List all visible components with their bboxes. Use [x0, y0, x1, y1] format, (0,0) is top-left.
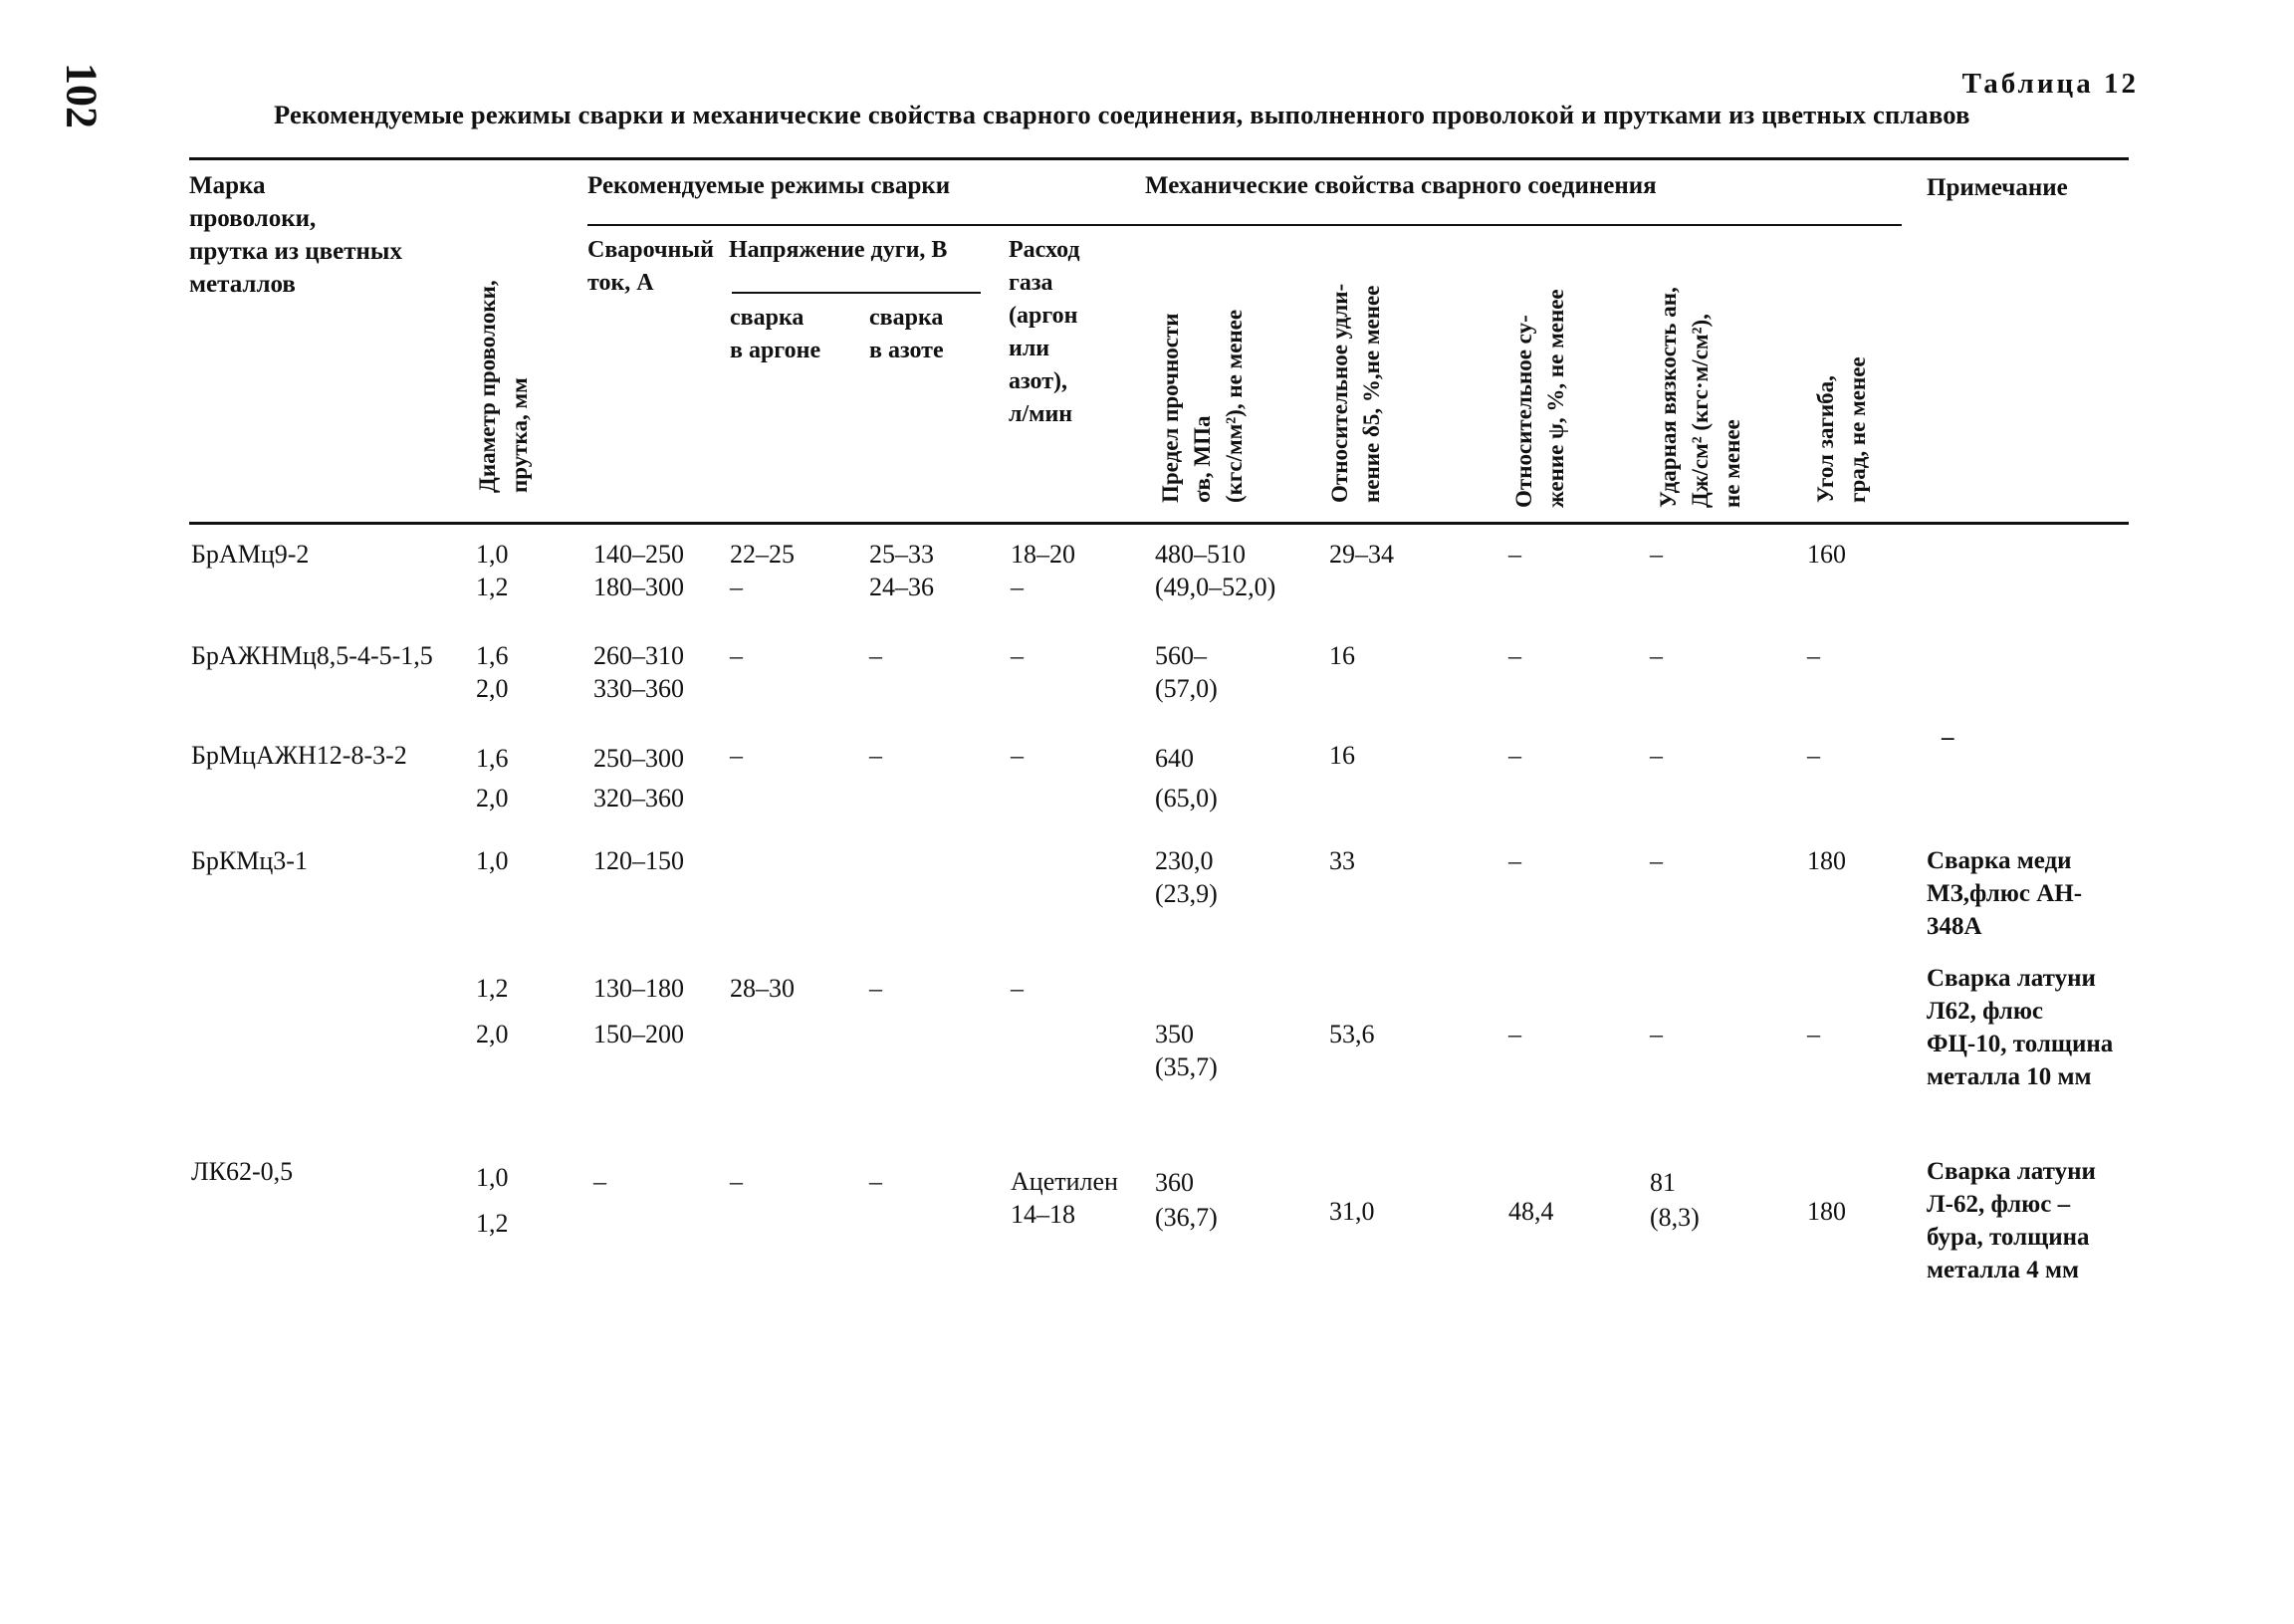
cell-line: 33: [1329, 846, 1355, 875]
cell-line: 320–360: [593, 784, 684, 812]
cell-line: Сварка меди: [1927, 847, 2072, 874]
cell-line: 348А: [1927, 913, 1982, 940]
cell-line: –: [869, 974, 882, 1003]
cell-str: [1155, 739, 1218, 818]
cell-el: [1329, 538, 1394, 571]
cell-line: (57,0): [1155, 674, 1218, 703]
cell-gas: [1011, 739, 1024, 772]
cell-line: 1,0: [476, 540, 509, 569]
cell-line: 180–300: [593, 573, 684, 601]
cell-line: –: [730, 741, 743, 770]
cell-gas: [1011, 1165, 1118, 1231]
table-label: Таблица 12: [1961, 68, 2139, 100]
cell-dia: [476, 844, 509, 877]
cell-line: –: [730, 573, 743, 601]
cell-mark: [191, 739, 407, 772]
cell-dia: [476, 739, 509, 818]
header-voltage: Напряжение дуги, В: [729, 237, 948, 263]
cell-line: 640: [1155, 744, 1194, 773]
cell-line: 180: [1807, 846, 1846, 875]
cell-line: 1,0: [476, 846, 509, 875]
cell-bend: [1807, 844, 1846, 877]
cell-cur: [593, 844, 684, 877]
cell-line: 180: [1807, 1197, 1846, 1226]
cell-line: 18–20: [1011, 540, 1075, 569]
cell-cur: [593, 972, 684, 1005]
cell-line: –: [730, 1167, 743, 1196]
cell-line: –: [730, 641, 743, 670]
cell-n2: [869, 1165, 882, 1198]
cell-mark: [191, 844, 308, 877]
voltage-rule: [732, 292, 981, 294]
cell-note: [1927, 962, 2113, 1093]
cell-line: металла 10 мм: [1927, 1063, 2092, 1090]
cell-dia: [476, 1018, 509, 1050]
cell-note: [1942, 721, 1954, 754]
cell-n2: [869, 972, 882, 1005]
cell-line: –: [1508, 846, 1521, 875]
cell-line: 29–34: [1329, 540, 1394, 569]
cell-gas: [1011, 972, 1024, 1005]
cell-line: Сварка латуни: [1927, 1158, 2096, 1185]
cell-line: 1,6: [476, 744, 509, 773]
cell-line: –: [1508, 741, 1521, 770]
cell-line: –: [1650, 1020, 1663, 1048]
cell-line: –: [1508, 641, 1521, 670]
cell-line: –: [1807, 641, 1820, 670]
cell-ar: [730, 1165, 743, 1198]
cell-line: (8,3): [1650, 1203, 1700, 1232]
cell-line: 1,6: [476, 641, 509, 670]
cell-el: [1329, 844, 1355, 877]
cell-ar: [730, 639, 743, 672]
cell-line: 140–250: [593, 540, 684, 569]
cell-cur: [593, 1165, 606, 1198]
cell-str: [1155, 538, 1275, 603]
cell-cur: [593, 739, 684, 818]
cell-line: 130–180: [593, 974, 684, 1003]
cell-line: ЛК62-0,5: [191, 1157, 294, 1186]
cell-line: БрКМц3-1: [191, 846, 308, 875]
cell-con: [1508, 1018, 1521, 1050]
top-rule: [189, 157, 2129, 160]
header-mark: Марка проволоки, прутка из цветных металлов: [189, 172, 402, 298]
cell-bend: [1807, 739, 1820, 772]
cell-line: (36,7): [1155, 1203, 1218, 1232]
cell-note: [1927, 844, 2082, 943]
cell-line: (65,0): [1155, 784, 1218, 812]
header-regimes: Рекомендуемые режимы сварки: [587, 172, 951, 199]
cell-con: [1508, 739, 1521, 772]
cell-gas: [1011, 639, 1024, 672]
cell-note: [1927, 1155, 2096, 1286]
cell-con: [1508, 538, 1521, 571]
header-current: Сварочный ток, А: [587, 237, 714, 296]
cell-n2: [869, 739, 882, 772]
cell-line: 480–510: [1155, 540, 1246, 569]
cell-line: БрМцАЖН12-8-3-2: [191, 741, 407, 770]
cell-line: 260–310: [593, 641, 684, 670]
cell-imp: [1650, 639, 1663, 672]
cell-line: 48,4: [1508, 1197, 1554, 1226]
cell-line: –: [1650, 540, 1663, 569]
cell-line: 16: [1329, 641, 1355, 670]
cell-mark: [191, 538, 309, 571]
cell-el: [1329, 739, 1355, 772]
cell-imp: [1650, 844, 1663, 877]
cell-line: 2,0: [476, 784, 509, 812]
cell-line: –: [1011, 741, 1024, 770]
cell-dia: [476, 639, 509, 705]
cell-cur: [593, 538, 684, 603]
cell-line: 2,0: [476, 674, 509, 703]
cell-bend: [1807, 1018, 1820, 1050]
cell-line: БрАМц9-2: [191, 540, 310, 569]
cell-line: 350: [1155, 1020, 1194, 1048]
page-number: 102: [57, 63, 107, 128]
cell-line: –: [869, 1167, 882, 1196]
cell-imp: [1650, 1018, 1663, 1050]
header-argon: сварка в аргоне: [730, 305, 821, 363]
cell-line: –: [1650, 741, 1663, 770]
cell-line: 150–200: [593, 1020, 684, 1048]
cell-line: 1,2: [476, 573, 509, 601]
cell-bend: [1807, 639, 1820, 672]
cell-line: 560–: [1155, 641, 1207, 670]
cell-line: –: [1807, 741, 1820, 770]
cell-line: Ацетилен: [1011, 1167, 1118, 1196]
cell-str: [1155, 1018, 1218, 1083]
cell-line: 230,0: [1155, 846, 1214, 875]
cell-line: (35,7): [1155, 1052, 1218, 1081]
cell-line: 81: [1650, 1168, 1676, 1197]
cell-n2: [869, 639, 882, 672]
cell-line: 25–33: [869, 540, 934, 569]
cell-line: 53,6: [1329, 1020, 1375, 1048]
regimes-rule: [587, 224, 1011, 226]
cell-cur: [593, 639, 684, 705]
cell-mark: [191, 639, 433, 672]
cell-line: 31,0: [1329, 1197, 1375, 1226]
cell-line: 250–300: [593, 744, 684, 773]
cell-con: [1508, 639, 1521, 672]
cell-line: –: [593, 1167, 606, 1196]
header-mech: Механические свойства сварного соединения: [1145, 172, 1657, 199]
cell-line: –: [1650, 846, 1663, 875]
cell-str: [1155, 1165, 1218, 1235]
cell-line: –: [1011, 573, 1024, 601]
cell-el: [1329, 1018, 1375, 1050]
table-caption: Рекомендуемые режимы сварки и механические свойства сварного соединения, выполненного проволокой и прутками из цветных сплавов: [274, 100, 1970, 129]
cell-con: [1508, 844, 1521, 877]
cell-line: –: [1508, 1020, 1521, 1048]
header-bottom-rule: [189, 522, 2129, 525]
cell-dia: [476, 538, 509, 603]
cell-line: металла 4 мм: [1927, 1257, 2080, 1283]
mech-rule: [1011, 224, 1902, 226]
cell-line: 14–18: [1011, 1200, 1075, 1229]
cell-str: [1155, 844, 1218, 910]
cell-line: –: [1011, 974, 1024, 1003]
cell-el: [1329, 639, 1355, 672]
header-note: Примечание: [1927, 174, 2068, 201]
cell-bend: [1807, 538, 1846, 571]
cell-cur: [593, 1018, 684, 1050]
cell-imp: [1650, 739, 1663, 772]
cell-line: 160: [1807, 540, 1846, 569]
cell-ar: [730, 538, 795, 603]
cell-line: 1,0: [476, 1163, 509, 1192]
cell-imp: [1650, 1165, 1700, 1235]
cell-line: Л62, флюс: [1927, 998, 2044, 1025]
cell-line: 120–150: [593, 846, 684, 875]
cell-line: 16: [1329, 741, 1355, 770]
cell-line: (49,0–52,0): [1155, 573, 1276, 601]
header-nitrogen: сварка в азоте: [869, 305, 944, 363]
cell-line: 330–360: [593, 674, 684, 703]
cell-line: 24–36: [869, 573, 934, 601]
cell-dia: [476, 1155, 509, 1247]
cell-line: 1,2: [476, 974, 509, 1003]
cell-line: 1,2: [476, 1209, 509, 1238]
cell-line: 28–30: [730, 974, 795, 1003]
cell-line: Сварка латуни: [1927, 965, 2096, 992]
cell-gas: [1011, 538, 1075, 603]
cell-bend: [1807, 1195, 1846, 1228]
cell-line: 22–25: [730, 540, 795, 569]
cell-dia: [476, 972, 509, 1005]
cell-line: –: [1011, 641, 1024, 670]
cell-ar: [730, 739, 743, 772]
cell-line: 360: [1155, 1168, 1194, 1197]
cell-line: –: [1807, 1020, 1820, 1048]
cell-line: –: [1508, 540, 1521, 569]
header-gas: Расход газа (аргон или азот), л/мин: [1009, 237, 1080, 427]
cell-line: ФЦ-10, толщина: [1927, 1031, 2114, 1057]
cell-line: БрАЖНМц8,5-4-5-1,5: [191, 641, 433, 670]
cell-ar: [730, 972, 795, 1005]
cell-con: [1508, 1195, 1554, 1228]
cell-line: –: [869, 741, 882, 770]
cell-line: бура, толщина: [1927, 1224, 2090, 1251]
cell-n2: [869, 538, 934, 603]
cell-el: [1329, 1195, 1375, 1228]
cell-line: 2,0: [476, 1020, 509, 1048]
cell-str: [1155, 639, 1218, 705]
cell-mark: [191, 1155, 293, 1188]
cell-line: Л-62, флюс –: [1927, 1191, 2071, 1218]
cell-line: МЗ,флюс АН-: [1927, 880, 2083, 907]
cell-line: –: [869, 641, 882, 670]
cell-line: –: [1942, 724, 1954, 751]
cell-line: (23,9): [1155, 879, 1218, 908]
cell-imp: [1650, 538, 1663, 571]
cell-line: –: [1650, 641, 1663, 670]
